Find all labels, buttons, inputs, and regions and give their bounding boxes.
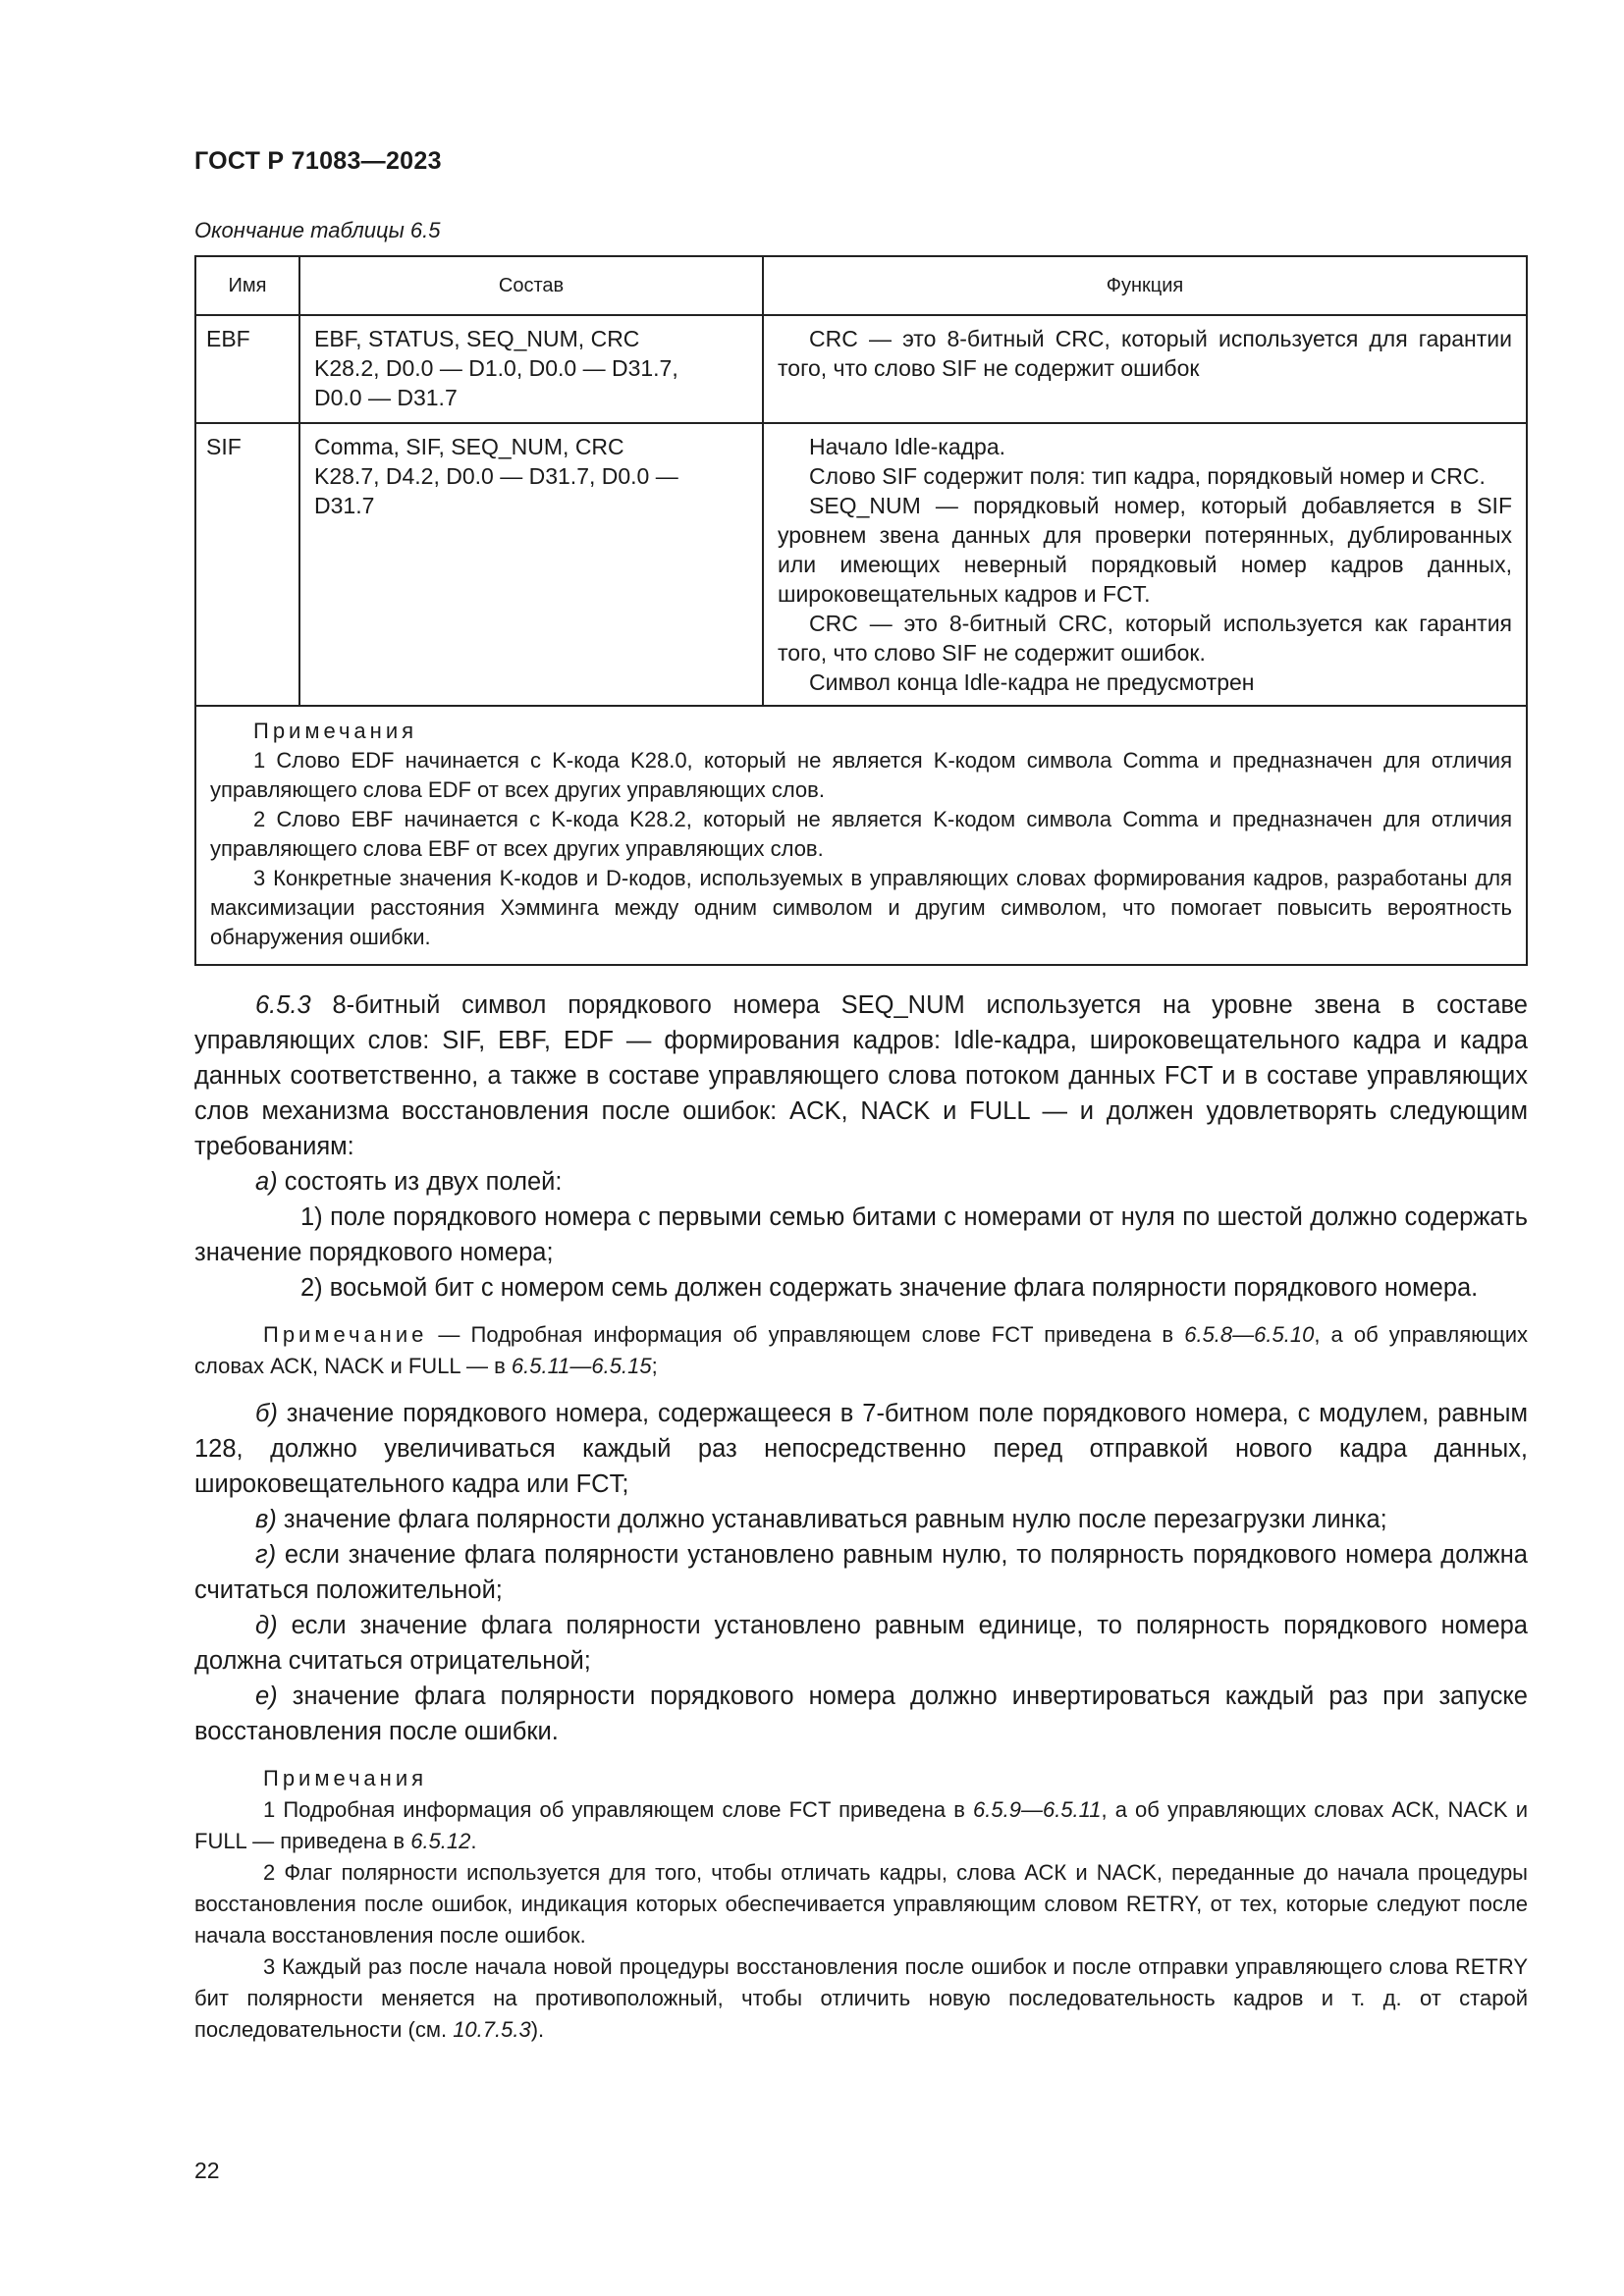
cell-function — [763, 315, 1527, 423]
cell-composition — [299, 315, 763, 423]
composition-line: D31.7 — [314, 493, 375, 518]
notes-title: Примечания — [253, 719, 418, 743]
table-caption: Окончание таблицы 6.5 — [194, 218, 441, 242]
cell-name: SIF — [195, 423, 299, 706]
table-header-row — [195, 256, 1527, 315]
composition-line: K28.7, D4.2, D0.0 — D31.7, D0.0 — — [314, 463, 678, 489]
inline-note: Примечание — Подробная информация об управляющем слове FCT приведена в 6.5.8—6.5.10, а об управляющих словах АСК, NACK и FULL — в 6.5.11—6.5.15; — [194, 1322, 1528, 1378]
sub-item-2: 2) восьмой бит с номером семь должен содержать значение флага полярности порядкового номера. — [300, 1274, 1479, 1302]
composition-line: D0.0 — D31.7 — [314, 385, 458, 410]
list-item-e: е) значение флага полярности порядкового номера должно инвертироваться каждый раз при запуске восстановления после ошибки. — [194, 1682, 1528, 1745]
section-number: 6.5.3 — [255, 991, 311, 1019]
function-paragraph: CRC — это 8-битный CRC, который используется как гарантия того, что слово SIF не содержит ошибок. — [778, 611, 1512, 666]
column-header-name: Имя — [195, 256, 299, 315]
cell-name: EBF — [195, 315, 299, 423]
data-table — [194, 255, 1528, 966]
table-note: 3 Конкретные значения K-кодов и D-кодов, используемых в управляющих словах формирования кадров, разработаны для максимизации расстояния Хэмминга между одним символом и другим символом, что помогает повысить вероятность обнаружения ошибки. — [210, 866, 1512, 949]
footnote-1: 1 Подробная информация об управляющем слове FCT приведена в 6.5.9—6.5.11, а об управляющих словах АСК, NACK и FULL — приведена в 6.5.12. — [194, 1797, 1528, 1853]
document-page — [194, 147, 1528, 2046]
list-item-a: а) состоять из двух полей: — [255, 1168, 563, 1196]
column-header-composition: Состав — [299, 256, 763, 315]
cell-composition — [299, 423, 763, 706]
standard-header: ГОСТ Р 71083—2023 — [194, 147, 442, 175]
column-header-function: Функция — [763, 256, 1527, 315]
list-item-v: в) значение флага полярности должно устанавливаться равным нулю после перезагрузки линка; — [255, 1506, 1387, 1533]
composition-line: EBF, STATUS, SEQ_NUM, CRC — [314, 326, 640, 351]
function-paragraph: CRC — это 8-битный CRC, который используется для гарантии того, что слово SIF не содержит ошибок — [778, 326, 1512, 381]
function-paragraph: Начало Idle-кадра. — [809, 434, 1006, 459]
footnote-2: 2 Флаг полярности используется для того, чтобы отличать кадры, слова АСК и NACK, переданные до начала процедуры восстановления после ошибок, индикация которых обеспечивается управляющим словом RETRY, от тех, которые следуют после начала восстановления после ошибок. — [194, 1860, 1528, 1948]
table-note: 2 Слово EBF начинается с K-кода K28.2, который не является K-кодом символа Comma и предназначен для отличия управляющего слова EBF от всех других управляющих слов. — [210, 807, 1512, 861]
list-item-d: д) если значение флага полярности установлено равным единице, то полярность порядкового номера должна считаться отрицательной; — [194, 1612, 1528, 1675]
function-paragraph: Слово SIF содержит поля: тип кадра, порядковый номер и CRC. — [809, 463, 1486, 489]
composition-line: Comma, SIF, SEQ_NUM, CRC — [314, 434, 624, 459]
sub-item-1: 1) поле порядкового номера с первыми семью битами с номерами от нуля по шестой должно содержать значение порядкового номера; — [194, 1203, 1528, 1266]
notes-title: Примечания — [263, 1766, 428, 1790]
table-notes-row — [195, 706, 1527, 965]
table-row-ebf — [195, 315, 1527, 423]
composition-line: K28.2, D0.0 — D1.0, D0.0 — D31.7, — [314, 355, 678, 381]
section-body — [194, 988, 1528, 2046]
table-notes — [195, 706, 1527, 965]
list-item-b: б) значение порядкового номера, содержащееся в 7-битном поле порядкового номера, с модулем, равным 128, должно увеличиваться каждый раз непосредственно перед отправкой нового кадра данных, широковещательного кадра или FCT; — [194, 1400, 1528, 1498]
cell-function — [763, 423, 1527, 706]
section-intro: 6.5.3 8-битный символ порядкового номера SEQ_NUM используется на уровне звена в составе управляющих слов: SIF, EBF, EDF — формирования кадров: Idle-кадра, широковещательного кадра и кадра данных соответственно, а также в составе управляющего слова потоком данных FCT и в составе управляющих слов механизма восстановления после ошибок: ACK, NACK и FULL — и должен удовлетворять следующим требованиям: — [194, 991, 1528, 1160]
page-number: 22 — [194, 2158, 220, 2183]
footnote-3: 3 Каждый раз после начала новой процедуры восстановления после ошибок и после отправки управляющего слова RETRY бит полярности меняется на противоположный, чтобы отличить новую последовательность кадров и т. д. от старой последовательности (см. 10.7.5.3). — [194, 1954, 1528, 2042]
table-row-sif — [195, 423, 1527, 706]
function-paragraph: Символ конца Idle-кадра не предусмотрен — [809, 669, 1255, 695]
list-item-g: г) если значение флага полярности установлено равным нулю, то полярность порядкового номера должна считаться положительной; — [194, 1541, 1528, 1604]
table-note: 1 Слово EDF начинается с K-кода K28.0, который не является K-кодом символа Comma и предназначен для отличия управляющего слова EDF от всех других управляющих слов. — [210, 748, 1512, 802]
function-paragraph: SEQ_NUM — порядковый номер, который добавляется в SIF уровнем звена данных для проверки потерянных, дублированных или имеющих неверный порядковый номер кадров данных, широковещательных кадров и FCT. — [778, 493, 1512, 607]
